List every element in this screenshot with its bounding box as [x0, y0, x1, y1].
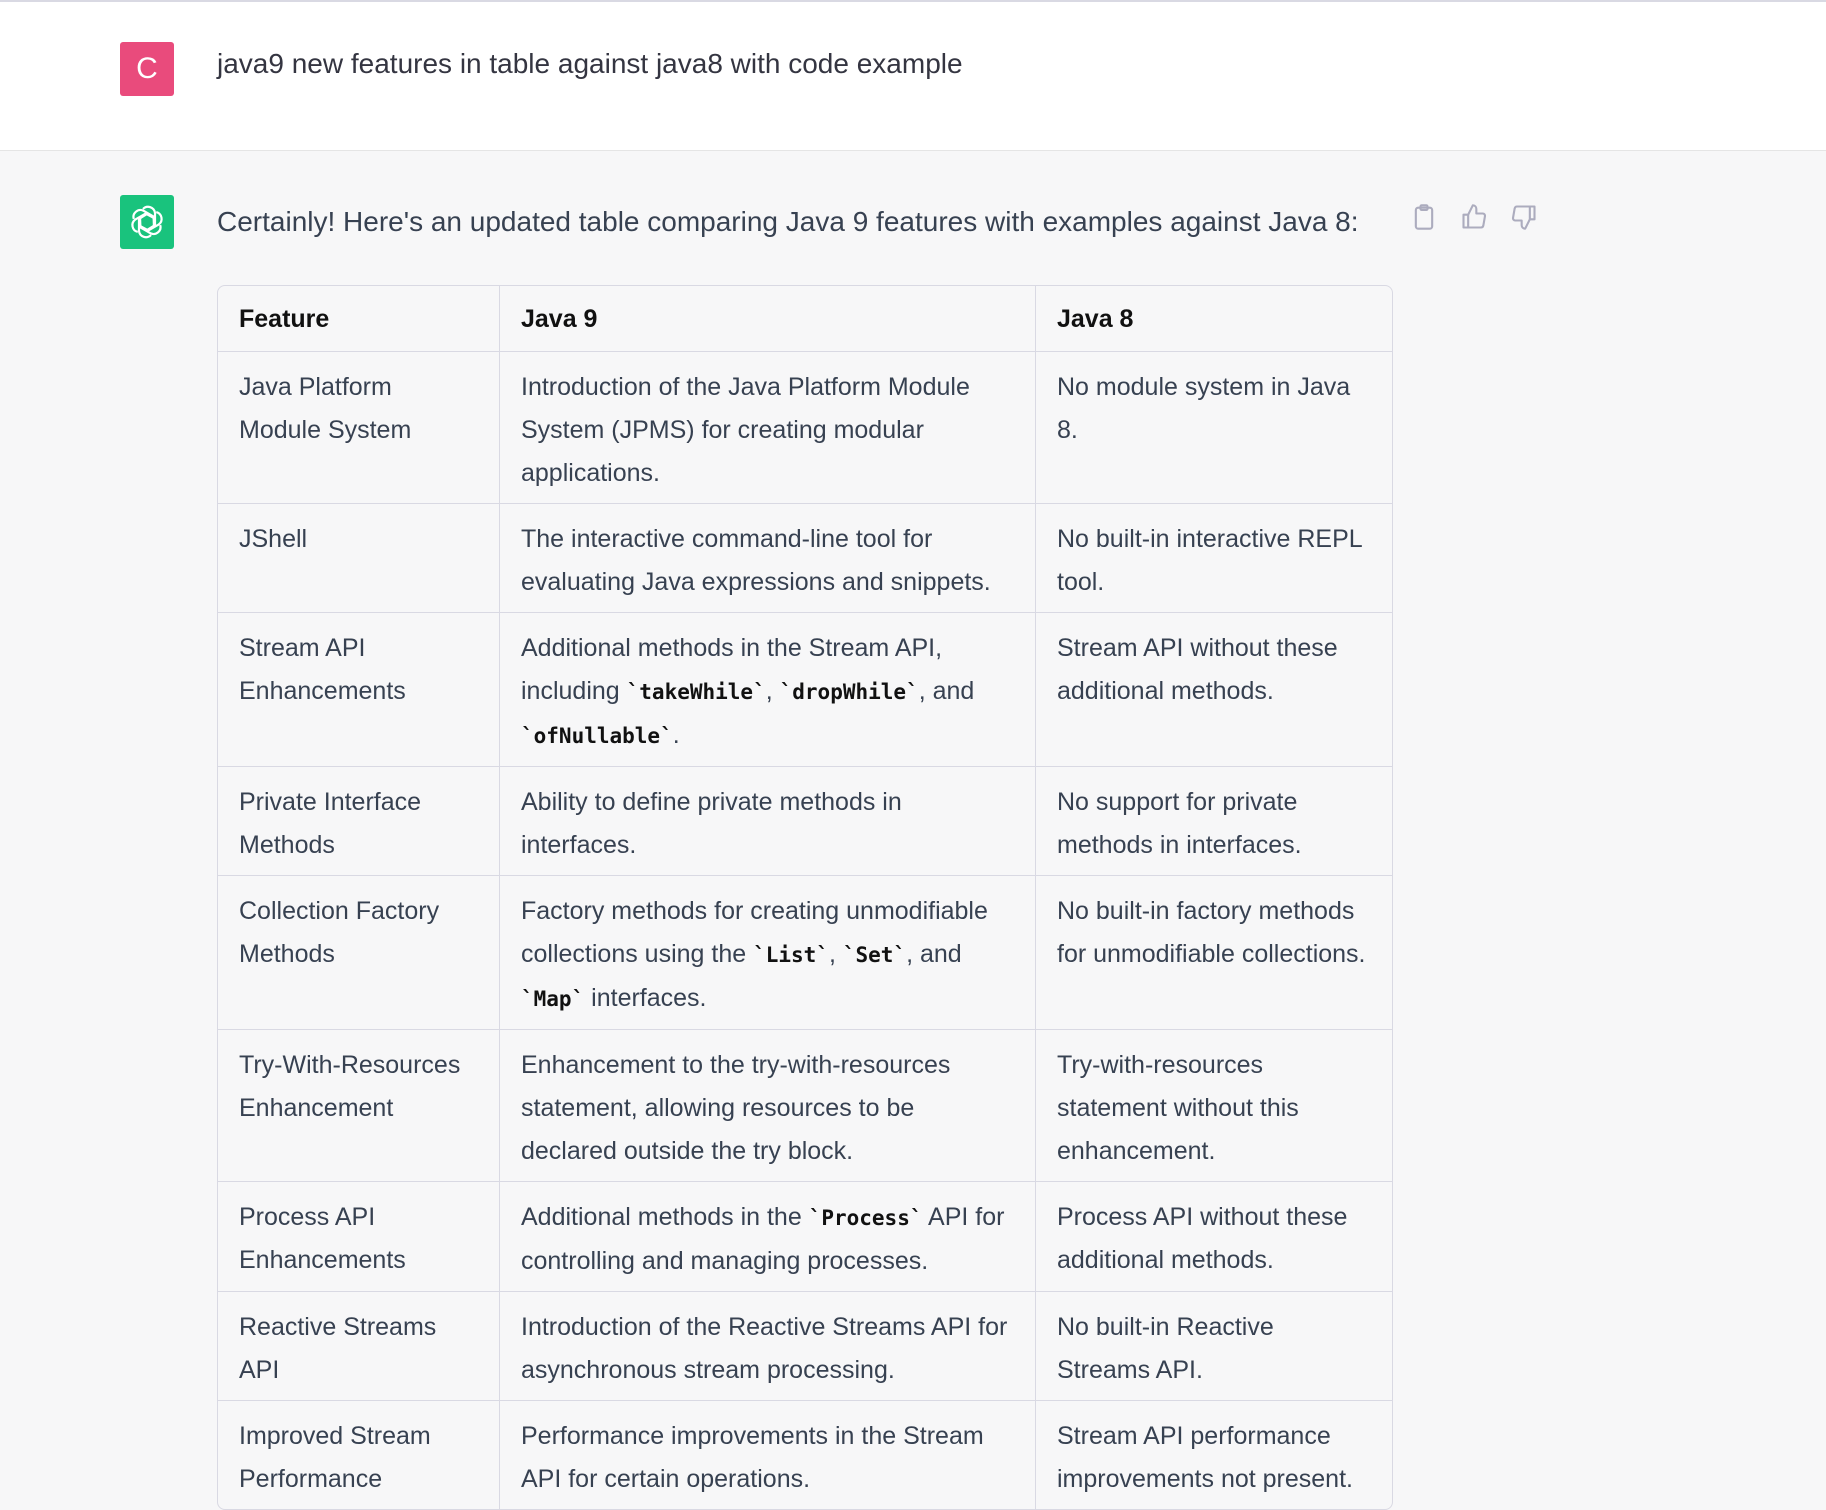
- table-row: [218, 352, 1392, 504]
- table-header-row: [218, 286, 1392, 352]
- thumbs-down-icon: [1510, 203, 1538, 231]
- cell-java8: No module system in Java 8.: [1036, 352, 1393, 504]
- cell-text: Performance improvements in the Stream API for certain operations.: [521, 1422, 984, 1493]
- table-row: [218, 1292, 1392, 1401]
- cell-text: Enhancement to the try-with-resources statement, allowing resources to be declared outside the try block.: [521, 1051, 951, 1165]
- table-row: [218, 504, 1392, 613]
- cell-feature: Try-With-Resources Enhancement: [218, 1030, 500, 1182]
- comparison-table-container: [217, 285, 1393, 1510]
- cell-feature: Collection Factory Methods: [218, 876, 500, 1030]
- cell-feature: Private Interface Methods: [218, 767, 500, 876]
- cell-text: , and: [906, 940, 962, 968]
- thumbs-up-button[interactable]: [1460, 201, 1488, 233]
- cell-text: Additional methods in the Stream API, including: [521, 634, 943, 705]
- assistant-avatar: [120, 195, 174, 249]
- cell-text: Additional methods in the: [521, 1203, 809, 1231]
- openai-logo-icon: [127, 202, 167, 242]
- inline-code: `Map`: [521, 987, 585, 1011]
- cell-java8: No built-in interactive REPL tool.: [1036, 504, 1393, 613]
- cell-feature: Process API Enhancements: [218, 1182, 500, 1292]
- cell-java9: [500, 352, 1036, 504]
- cell-text: , and: [918, 677, 975, 705]
- cell-java9: [500, 1292, 1036, 1401]
- cell-text: Factory methods for creating unmodifiable collections using the: [521, 897, 988, 968]
- cell-java9: [500, 1182, 1036, 1292]
- table-body: [218, 352, 1392, 1510]
- user-avatar: C: [120, 42, 174, 96]
- inline-code: `takeWhile`: [626, 680, 766, 704]
- cell-feature: Reactive Streams API: [218, 1292, 500, 1401]
- cell-text: Ability to define private methods in interfaces.: [521, 788, 902, 859]
- table-row: [218, 767, 1392, 876]
- cell-text: interfaces.: [584, 984, 707, 1012]
- cell-java9: [500, 1401, 1036, 1510]
- user-prompt-text: java9 new features in table against java8 with code example: [217, 48, 963, 79]
- table-row: [218, 1401, 1392, 1510]
- header-java8: Java 8: [1036, 286, 1393, 352]
- inline-code: `ofNullable`: [521, 724, 673, 748]
- inline-code: `dropWhile`: [779, 680, 919, 704]
- inline-code: `List`: [753, 943, 829, 967]
- user-message: [0, 2, 1826, 151]
- cell-text: ,: [828, 940, 843, 968]
- cell-feature: Improved Stream Performance: [218, 1401, 500, 1510]
- table-row: [218, 876, 1392, 1030]
- header-feature: Feature: [218, 286, 500, 352]
- comparison-table: [218, 286, 1392, 1509]
- cell-java9: [500, 876, 1036, 1030]
- thumbs-down-button[interactable]: [1510, 201, 1538, 233]
- cell-java8: No built-in factory methods for unmodifiable collections.: [1036, 876, 1393, 1030]
- table-row: [218, 613, 1392, 767]
- cell-text: Introduction of the Reactive Streams API for asynchronous stream processing.: [521, 1313, 1008, 1384]
- message-actions: [1410, 201, 1538, 233]
- cell-feature: Java Platform Module System: [218, 352, 500, 504]
- cell-java8: Process API without these additional methods.: [1036, 1182, 1393, 1292]
- assistant-intro-text: Certainly! Here's an updated table comparing Java 9 features with examples against Java 8:: [217, 206, 1359, 237]
- table-row: [218, 1182, 1392, 1292]
- cell-java9: [500, 767, 1036, 876]
- cell-text: Introduction of the Java Platform Module System (JPMS) for creating modular applications.: [521, 373, 970, 487]
- table-row: [218, 1030, 1392, 1182]
- cell-java9: [500, 1030, 1036, 1182]
- cell-feature: Stream API Enhancements: [218, 613, 500, 767]
- cell-java8: Stream API performance improvements not present.: [1057, 1422, 1353, 1493]
- cell-java9: [500, 613, 1036, 767]
- inline-code: `Process`: [808, 1206, 923, 1230]
- cell-text: ,: [765, 677, 780, 705]
- cell-feature: JShell: [218, 504, 500, 613]
- cell-text: .: [672, 721, 680, 749]
- cell-java8: No built-in Reactive Streams API.: [1036, 1292, 1393, 1401]
- inline-code: `Set`: [842, 943, 907, 967]
- cell-text: The interactive command-line tool for evaluating Java expressions and snippets.: [521, 525, 991, 596]
- cell-java9: [500, 504, 1036, 613]
- copy-button[interactable]: [1410, 201, 1438, 233]
- header-java9: Java 9: [500, 286, 1036, 352]
- cell-java8: Try-with-resources statement without this enhancement.: [1036, 1030, 1393, 1182]
- clipboard-icon: [1410, 203, 1438, 231]
- thumbs-up-icon: [1460, 203, 1488, 231]
- cell-text: API for controlling and managing processes.: [521, 1203, 1005, 1275]
- assistant-message: [0, 151, 1826, 1510]
- cell-java8: No support for private methods in interfaces.: [1036, 767, 1393, 876]
- cell-java8: Stream API without these additional methods.: [1036, 613, 1393, 767]
